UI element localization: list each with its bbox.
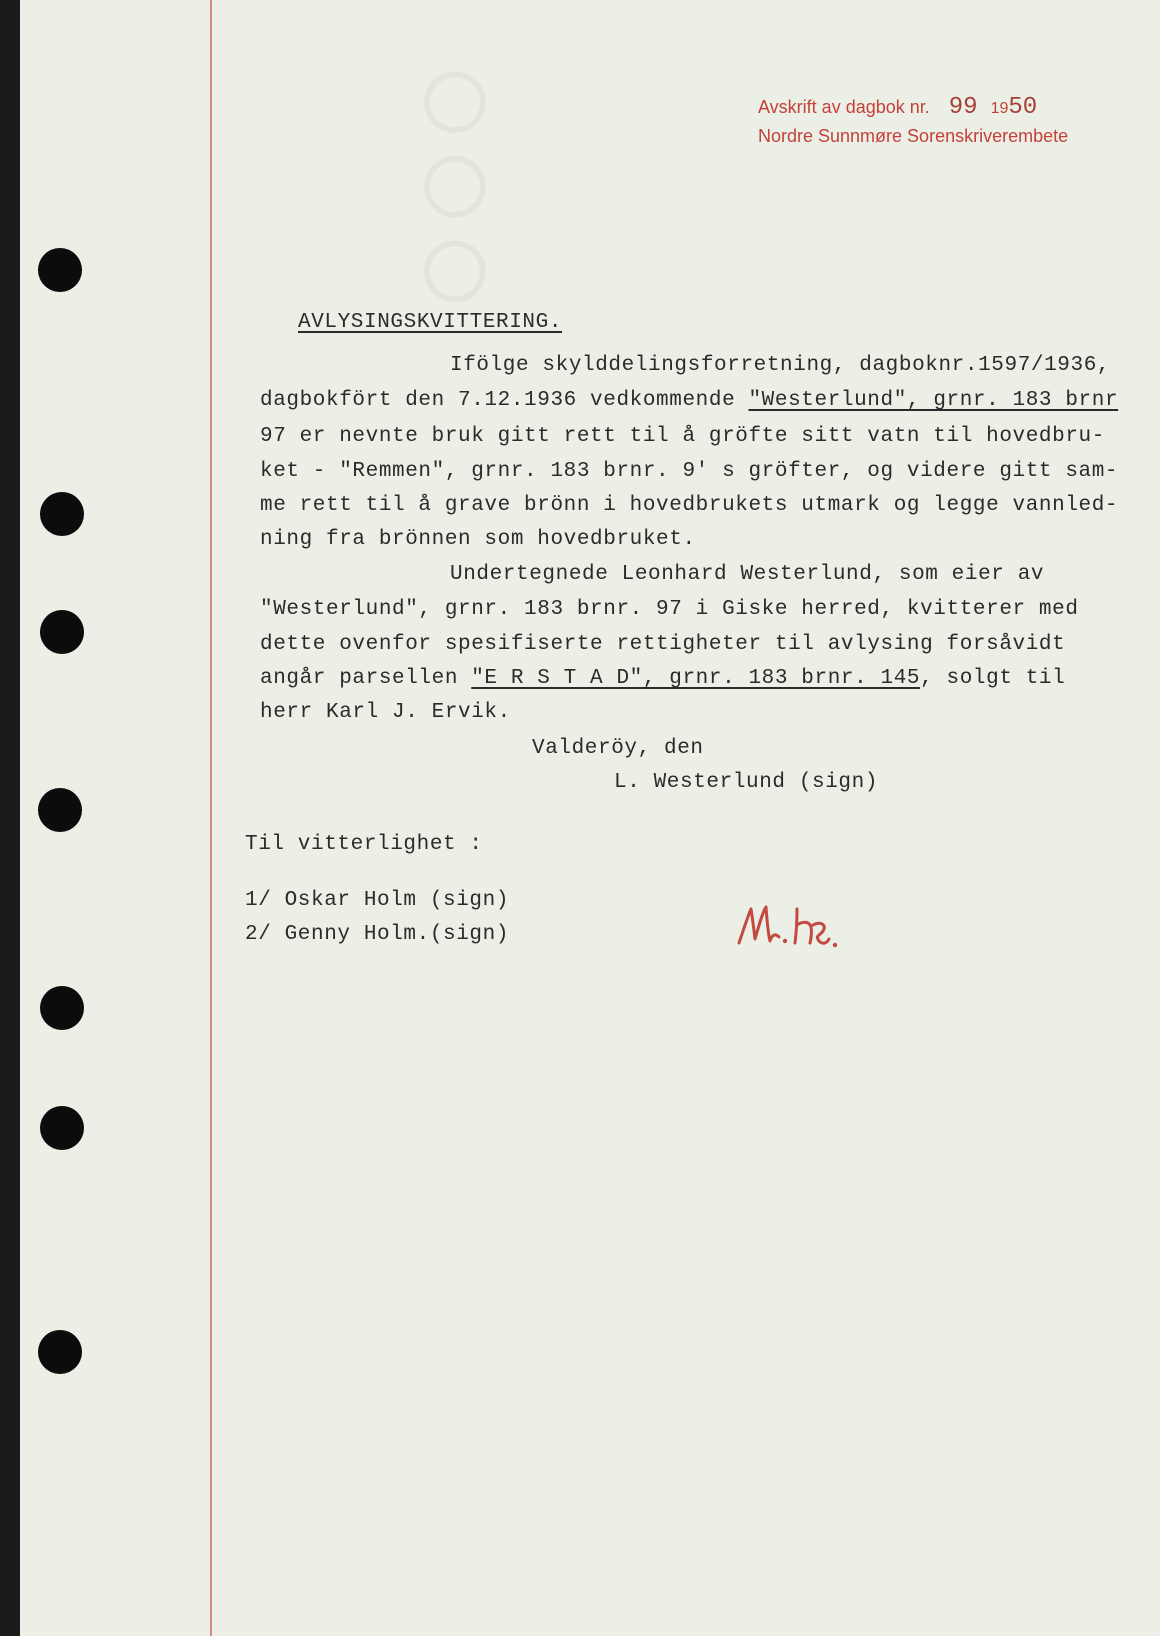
paragraph-1-line-5: me rett til å grave brönn i hovedbrukets utmark og legge vannled- [260,494,1119,517]
witness-1: 1/ Oskar Holm (sign) [245,889,510,912]
paragraph-1-line-6: ning fra brönnen som hovedbruket. [260,528,696,551]
paragraph-1-line-4: ket - "Remmen", grnr. 183 brnr. 9' s gröfter, og videre gitt sam- [260,460,1119,483]
paragraph-1-line-2 [260,388,1118,414]
paragraph-2-line-5: herr Karl J. Ervik. [260,701,511,724]
text-span: angår parsellen [260,667,472,690]
signer-line: L. Westerlund (sign) [614,771,879,794]
punch-hole [38,1330,82,1374]
paragraph-1-line-1: Ifölge skylddelingsforretning, dagboknr.1597/1936, [450,354,1111,377]
paragraph-2-line-3: dette ovenfor spesifiserte rettigheter til avlysing forsåvidt [260,633,1066,656]
text-span: , solgt til [920,667,1066,690]
document-title: AVLYSINGSKVITTERING. [298,311,563,334]
stamp-label: Avskrift av dagbok nr. [758,97,930,117]
bleed-through-shadow: ○○○ [382,60,537,314]
paragraph-1-line-3: 97 er nevnte bruk gitt rett til å gröfte sitt vatn til hovedbru- [260,425,1105,448]
punch-hole [40,610,84,654]
stamp-year-prefix: 19 [990,100,1009,117]
paragraph-2-line-2: "Westerlund", grnr. 183 brnr. 97 i Giske herred, kvitterer med [260,598,1079,621]
document-page [20,0,1160,1636]
stamp-number: 99 [948,94,978,121]
punch-hole [40,492,84,536]
handwritten-initials-signature [735,895,845,965]
paragraph-2-line-4 [260,666,1065,692]
punch-hole [40,986,84,1030]
margin-line [210,0,212,1636]
property-reference: "Westerlund", grnr. 183 brnr [748,389,1119,412]
witness-heading: Til vitterlighet : [245,833,483,856]
paragraph-2-line-1: Undertegnede Leonhard Westerlund, som eier av [450,563,1045,586]
punch-hole [40,1106,84,1150]
witness-2: 2/ Genny Holm.(sign) [245,923,510,946]
parcel-reference: "E R S T A D", grnr. 183 brnr. 145 [471,667,921,690]
punch-hole [38,788,82,832]
place-line: Valderöy, den [532,737,704,760]
archive-stamp-line-1 [758,94,1037,121]
punch-hole [38,248,82,292]
text-span: dagbokfört den 7.12.1936 vedkommende [260,389,749,412]
stamp-year-suffix: 50 [1008,94,1038,121]
stamp-office: Nordre Sunnmøre Sorenskriverembete [758,126,1069,146]
